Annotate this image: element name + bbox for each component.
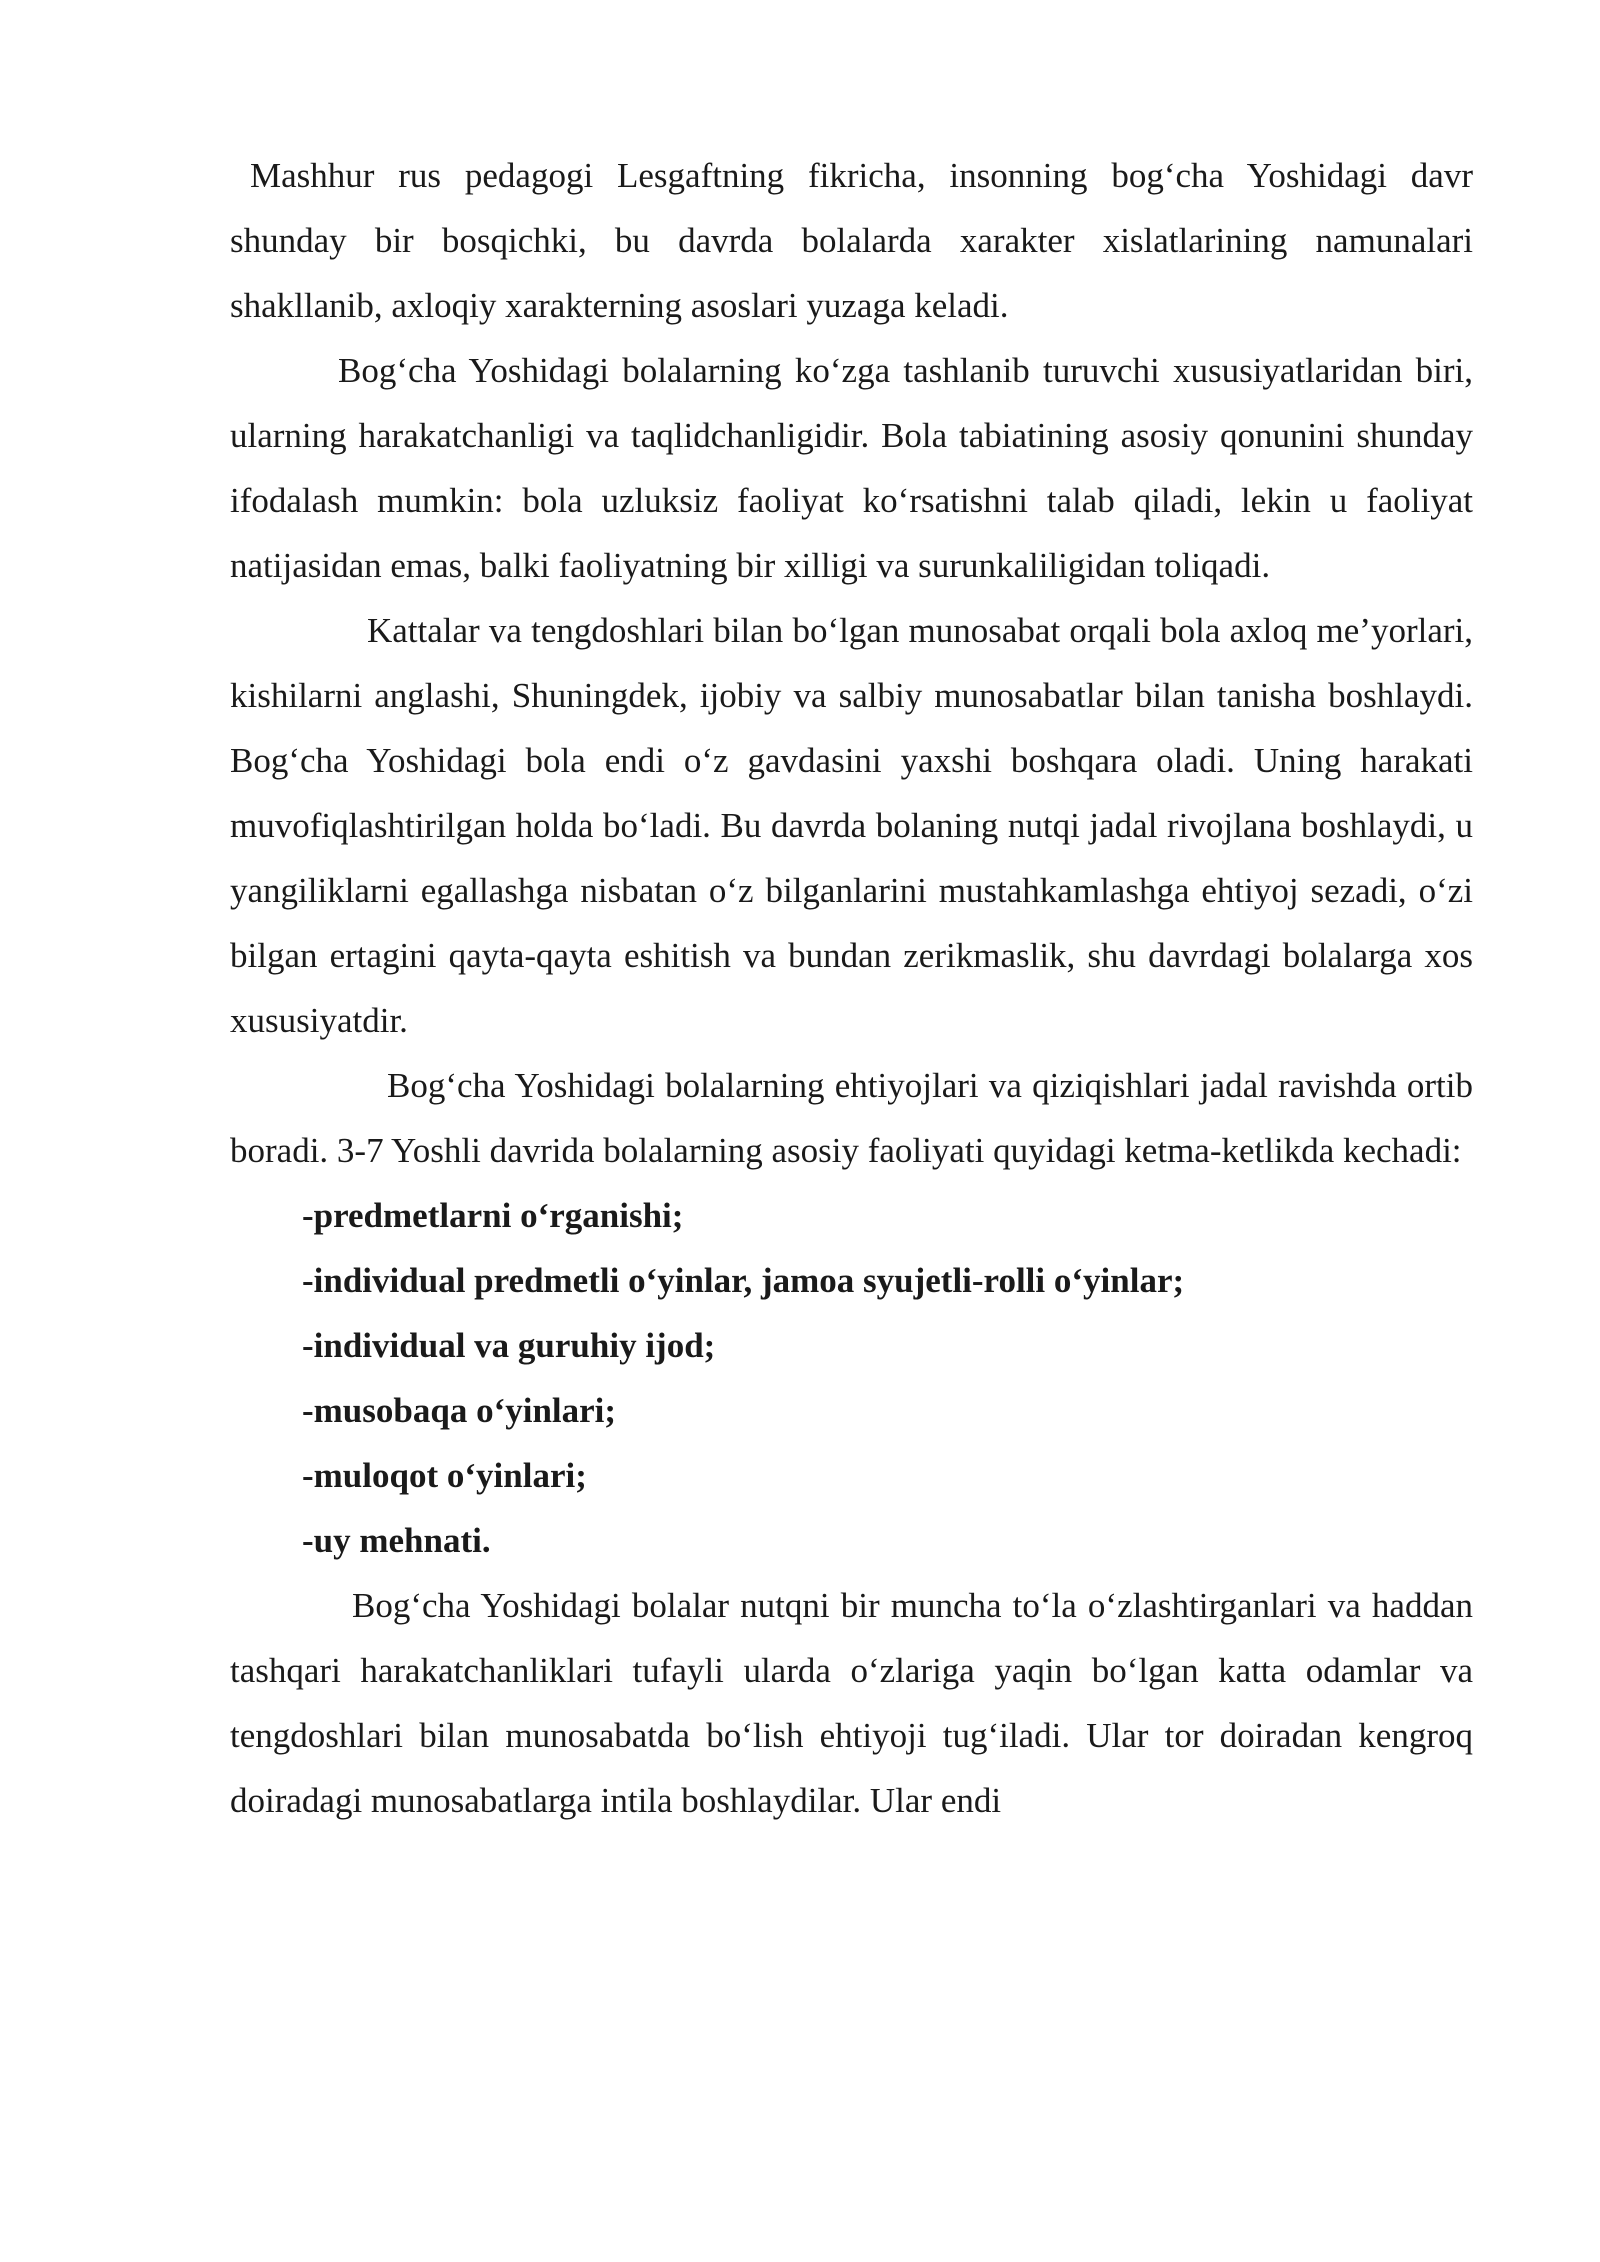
list-item: -individual predmetli o‘yinlar, jamoa syujetli-rolli o‘yinlar; (302, 1261, 1185, 1300)
list-item: -predmetlarni o‘rganishi; (302, 1196, 684, 1235)
activity-list (230, 1183, 1473, 1573)
paragraph-needs: Bog‘cha Yoshidagi bolalarning ehtiyojlari va qiziqishlari jadal ravishda ortib boradi. 3-7 Yoshli davrida bolalarning asosiy faoliyati quyidagi ketma-ketlikda kechadi: (230, 1066, 1473, 1170)
paragraph-lesgaft: Mashhur rus pedagogi Lesgaftning fikricha, insonning bog‘cha Yoshidagi davr shunday bir bosqichki, bu davrda bolalarda xarakter xislatlarining namunalari shakllanib, axloqiy xarakterning asoslari yuzaga keladi. (230, 156, 1473, 325)
list-item: -musobaqa o‘yinlari; (302, 1391, 617, 1430)
list-item: -muloqot o‘yinlari; (302, 1456, 587, 1495)
paragraph-mobility: Bog‘cha Yoshidagi bolalarning ko‘zga tashlanib turuvchi xususiyatlaridan biri, ularning harakatchanligi va taqlidchanligidir. Bola tabiatining asosiy qonunini shunday ifodalash mumkin: bola uzluksiz faoliyat ko‘rsatishni talab qiladi, lekin u faoliyat natijasidan emas, balki faoliyatning bir xilligi va surunkaliligidan toliqadi. (230, 351, 1473, 585)
list-item: -individual va guruhiy ijod; (302, 1326, 716, 1365)
paragraph-relationships: Kattalar va tengdoshlari bilan bo‘lgan munosabat orqali bola axloq me’yorlari, kishilarni anglashi, Shuningdek, ijobiy va salbiy munosabatlar bilan tanisha boshlaydi. Bog‘cha Yoshidagi bola endi o‘z gavdasini yaxshi boshqara oladi. Uning harakati muvofiqlashtirilgan holda bo‘ladi. Bu davrda bolaning nutqi jadal rivojlana boshlaydi, u yangiliklarni egallashga nisbatan o‘z bilganlarini mustahkamlashga ehtiyoj sezadi, o‘zi bilgan ertagini qayta-qayta eshitish va bundan zerikmaslik, shu davrdagi bolalarga xos xususiyatdir. (230, 611, 1473, 1040)
list-item: -uy mehnati. (302, 1521, 491, 1560)
paragraph-closing: Bog‘cha Yoshidagi bolalar nutqni bir muncha to‘la o‘zlashtirganlari va haddan tashqari harakatchanliklari tufayli ularda o‘zlariga yaqin bo‘lgan katta odamlar va tengdoshlari bilan munosabatda bo‘lish ehtiyoji tug‘iladi. Ular tor doiradan kengroq doiradagi munosabatlarga intila boshlaydilar. Ular endi (230, 1586, 1473, 1820)
document-body (230, 143, 1473, 1833)
